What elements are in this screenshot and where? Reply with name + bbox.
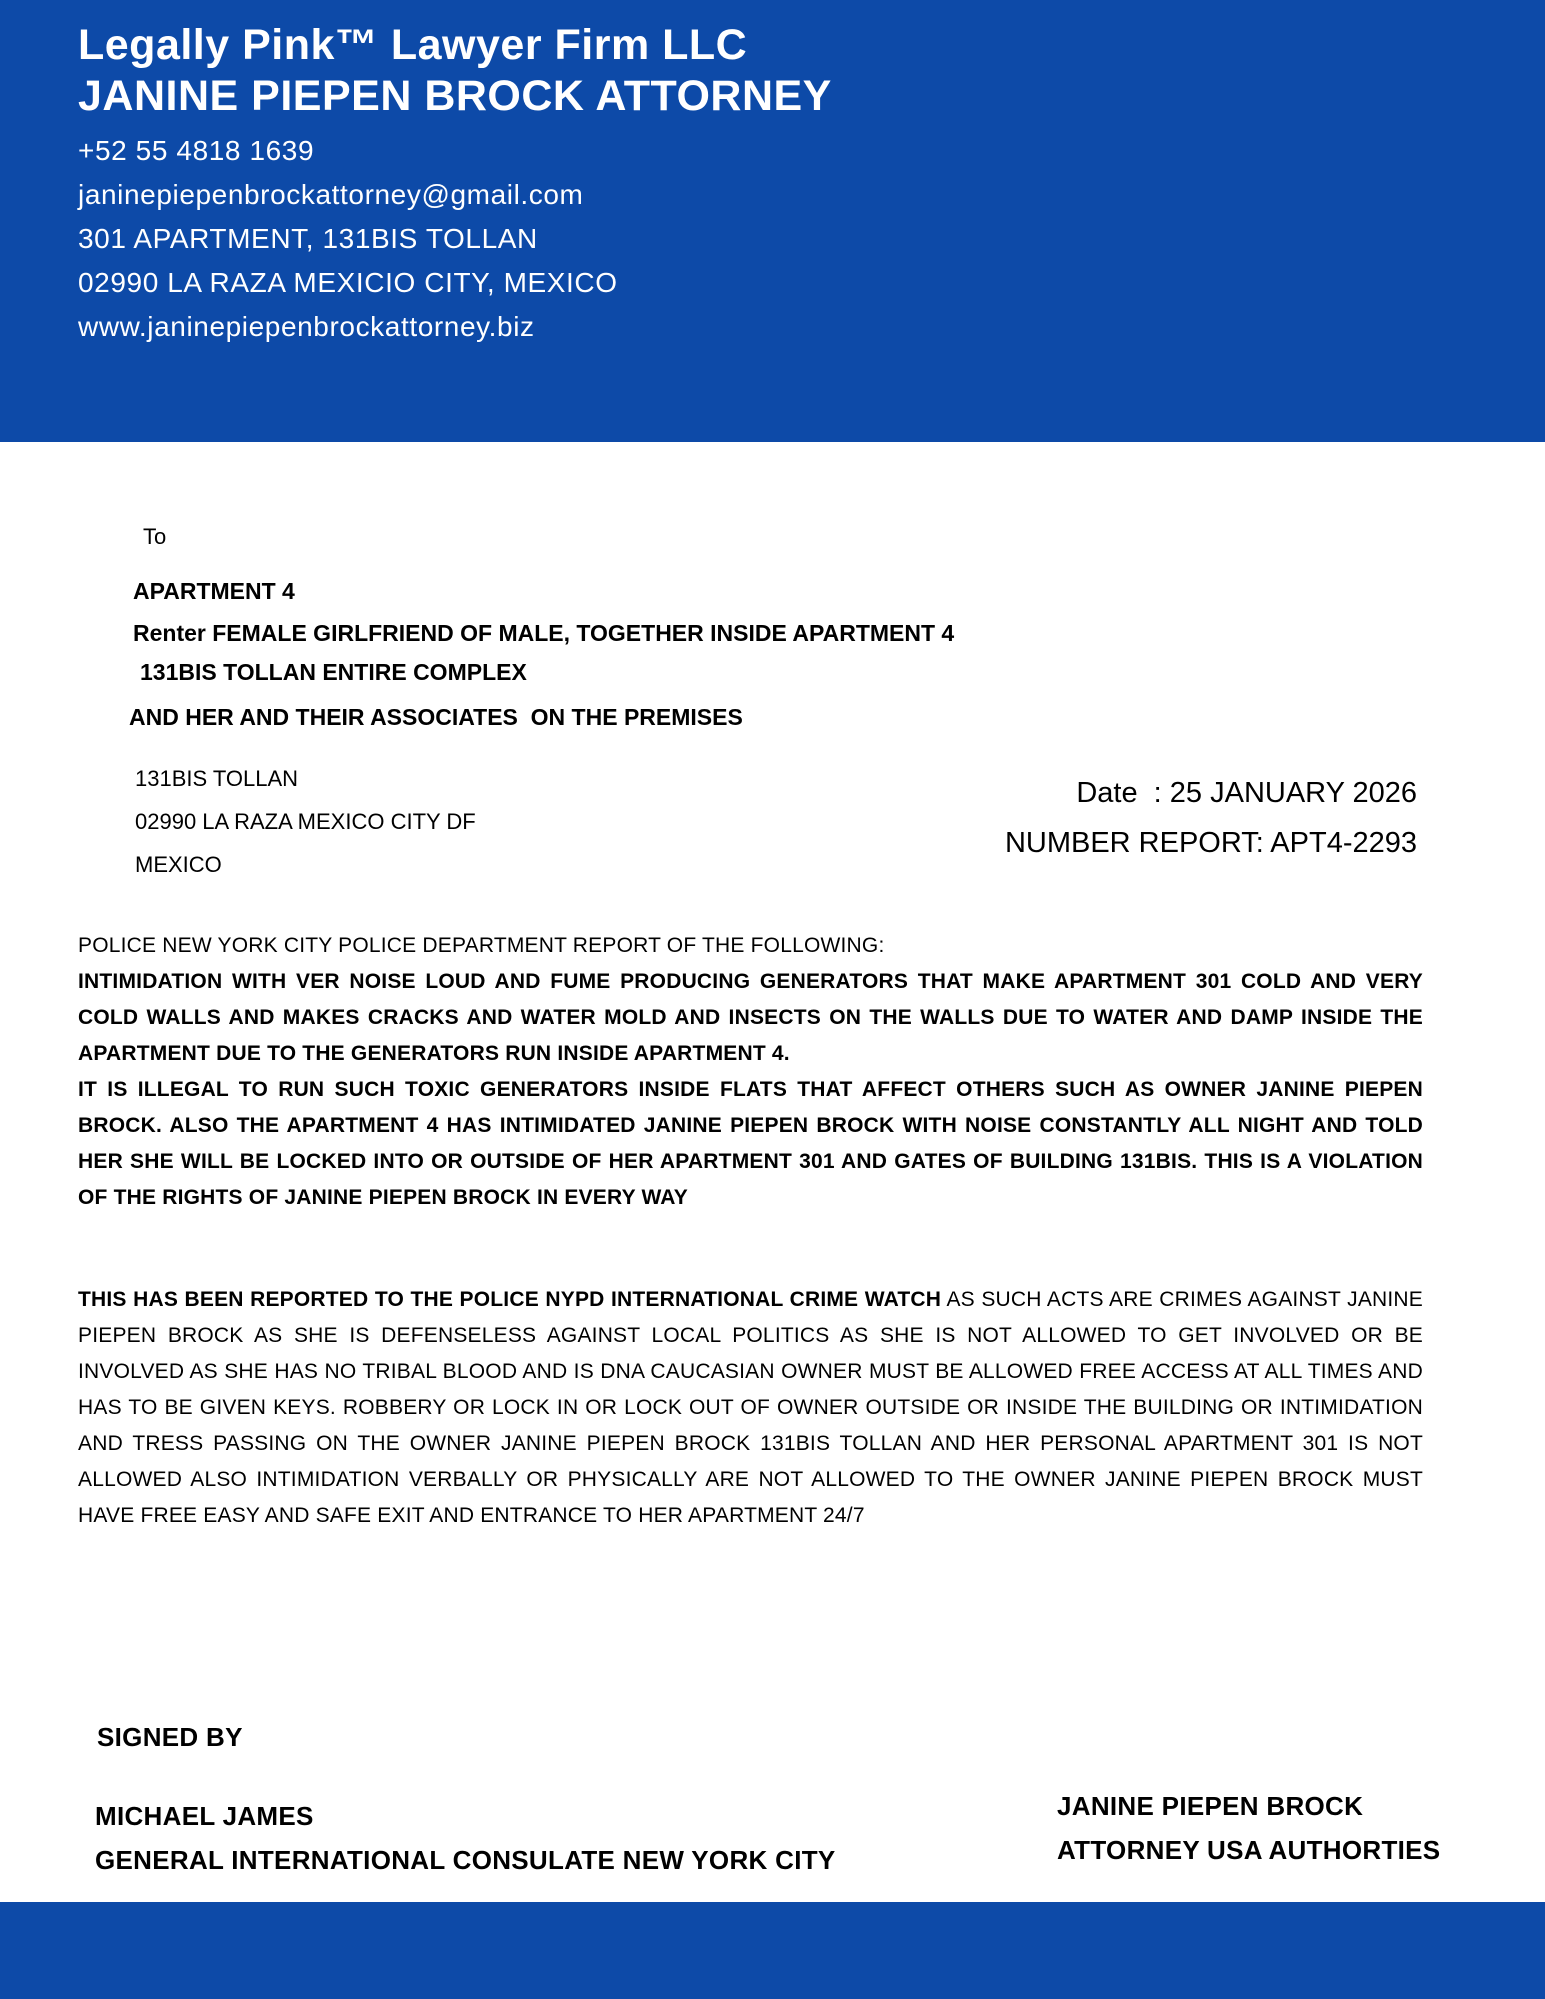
letterhead xyxy=(0,0,1545,442)
signed-by-label: SIGNED BY xyxy=(97,1722,243,1752)
recipient-address-line3: MEXICO xyxy=(135,852,222,877)
signature-left xyxy=(95,1800,836,1876)
body-paragraph-2-bold-lead: THIS HAS BEEN REPORTED TO THE POLICE NYPD INTERNATIONAL CRIME WATCH xyxy=(78,1288,942,1311)
footer-bar xyxy=(0,1902,1545,1999)
signature-right-name: JANINE PIEPEN BROCK xyxy=(1057,1791,1364,1821)
email-address: janinepiepenbrockattorney@gmail.com xyxy=(78,179,584,210)
recipient-renter: Renter FEMALE GIRLFRIEND OF MALE, TOGETHER INSIDE APARTMENT 4 xyxy=(133,620,955,646)
recipient-address-line1: 131BIS TOLLAN xyxy=(135,766,299,791)
report-meta xyxy=(1005,768,1417,868)
body-paragraph-1b: IT IS ILLEGAL TO RUN SUCH TOXIC GENERATORS INSIDE FLATS THAT AFFECT OTHERS SUCH AS OWNER JANINE PIEPEN BROCK. ALSO THE APARTMENT 4 HAS INTIMIDATED JANINE PIEPEN BROCK WITH NOISE CONSTANTLY ALL NIGHT AND TOLD HER SHE WILL BE LOCKED INTO OR OUTSIDE OF HER APARTMENT 301 AND GATES OF BUILDING 131BIS. THIS IS A VIOLATION OF THE RIGHTS OF JANINE PIEPEN BROCK IN EVERY WAY xyxy=(78,1078,1423,1209)
body-intro-line: POLICE NEW YORK CITY POLICE DEPARTMENT REPORT OF THE FOLLOWING: xyxy=(78,934,885,957)
signature-left-name: MICHAEL JAMES xyxy=(95,1801,314,1831)
recipient-apartment: APARTMENT 4 xyxy=(133,578,295,604)
signature-right xyxy=(1057,1790,1440,1866)
attorney-name: JANINE PIEPEN BROCK ATTORNEY xyxy=(78,72,832,120)
to-label: To xyxy=(143,524,167,549)
city-address: 02990 LA RAZA MEXICIO CITY, MEXICO xyxy=(78,267,618,298)
recipient-address-line2: 02990 LA RAZA MEXICO CITY DF xyxy=(135,809,476,834)
website-url: www.janinepiepenbrockattorney.biz xyxy=(78,311,535,342)
recipient-complex: 131BIS TOLLAN ENTIRE COMPLEX xyxy=(140,659,527,685)
signature-right-title: ATTORNEY USA AUTHORTIES xyxy=(1057,1835,1441,1865)
firm-name: Legally Pink™ Lawyer Firm LLC xyxy=(78,21,748,69)
body-paragraph-2-text: AS SUCH ACTS ARE CRIMES AGAINST JANINE PIEPEN BROCK AS SHE IS DEFENSELESS AGAINST LOCAL POLITICS AS SHE IS NOT ALLOWED TO GET INVOLVED OR BE INVOLVED AS SHE HAS NO TRIBAL BLOOD AND IS DNA CAUCASIAN OWNER MUST BE ALLOWED FREE ACCESS AT ALL TIMES AND HAS TO BE GIVEN KEYS. ROBBERY OR LOCK IN OR LOCK OUT OF OWNER OUTSIDE OR INSIDE THE BUILDING OR INTIMIDATION AND TRESS PASSING ON THE OWNER JANINE PIEPEN BROCK 131BIS TOLLAN AND HER PERSONAL APARTMENT 301 IS NOT ALLOWED ALSO INTIMIDATION VERBALLY OR PHYSICALLY ARE NOT ALLOWED TO THE OWNER JANINE PIEPEN BROCK MUST HAVE FREE EASY AND SAFE EXIT AND ENTRANCE TO HER APARTMENT 24/7 xyxy=(78,1288,1423,1527)
report-date: Date : 25 JANUARY 2026 xyxy=(1076,777,1417,809)
signature-left-title: GENERAL INTERNATIONAL CONSULATE NEW YORK CITY xyxy=(95,1845,836,1875)
body-paragraph-1a: INTIMIDATION WITH VER NOISE LOUD AND FUME PRODUCING GENERATORS THAT MAKE APARTMENT 301 COLD AND VERY COLD WALLS AND MAKES CRACKS AND WATER MOLD AND INSECTS ON THE WALLS DUE TO WATER AND DAMP INSIDE THE APARTMENT DUE TO THE GENERATORS RUN INSIDE APARTMENT 4. xyxy=(78,970,1423,1065)
phone-number: +52 55 4818 1639 xyxy=(78,135,315,166)
body-paragraph-2 xyxy=(78,1282,1423,1534)
recipient-associates: AND HER AND THEIR ASSOCIATES ON THE PREMISES xyxy=(129,704,743,730)
street-address: 301 APARTMENT, 131BIS TOLLAN xyxy=(78,223,538,254)
report-number: NUMBER REPORT: APT4-2293 xyxy=(1004,827,1417,859)
letter-body xyxy=(78,928,1423,1534)
